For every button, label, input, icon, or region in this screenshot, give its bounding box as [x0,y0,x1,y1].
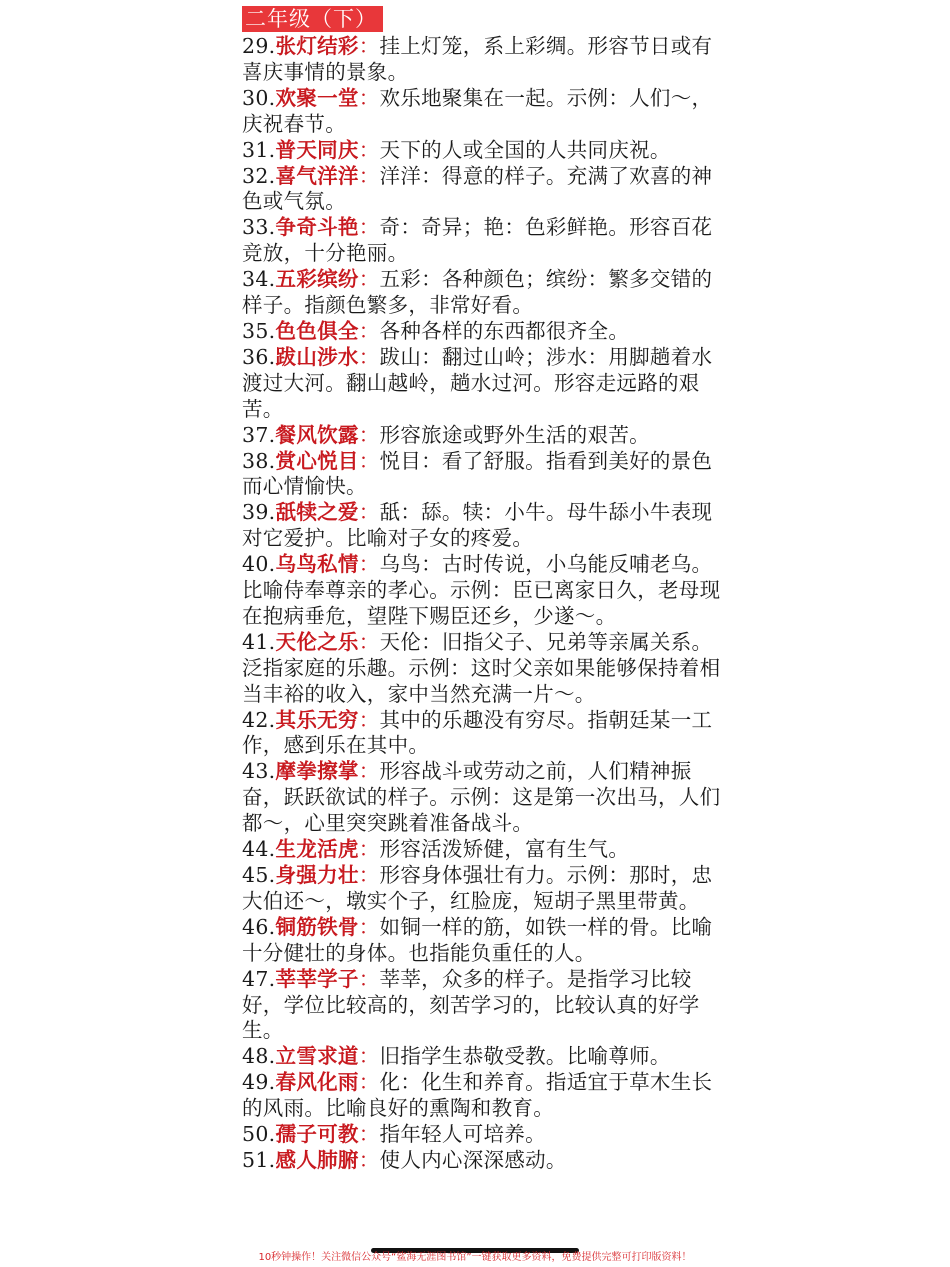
idiom-entry [242,915,728,967]
entry-colon: ： [358,500,380,525]
footer-watermark: 10秒钟操作！关注微信公众号“鲨海无涯图书馆”一键获取更多资料，免费提供完整可打印版资料！ [258,1252,692,1263]
entry-definition: 化：化生和养育。指适宜于草木生长的风雨。比喻良好的熏陶和教育。 [242,1070,713,1121]
document-page [242,6,728,1174]
idiom-entry [242,164,728,216]
idiom-entry [242,708,728,760]
entry-definition: 形容身体强壮有力。示例：那时，忠大伯还～，墩实个子，红脸庞，短胡子黑里带黄。 [242,863,713,913]
entry-number: 47. [242,966,276,991]
entry-colon: ： [358,759,380,784]
entry-definition: 挂上灯笼，系上彩绸。形容节日或有喜庆事情的景象。 [242,34,713,84]
entry-idiom: 跋山涉水 [275,344,359,369]
entry-colon: ： [358,422,380,447]
entry-number: 43. [242,759,276,784]
entry-idiom: 生龙活虎 [275,837,359,862]
idiom-entry [242,86,728,138]
entry-definition: 天下的人或全国的人共同庆祝。 [379,137,671,162]
entry-number: 30. [242,85,276,110]
entry-idiom: 餐风饮露 [275,422,359,447]
idiom-entry [242,1148,728,1174]
entry-colon: ： [358,34,380,58]
entry-colon: ： [358,344,380,369]
entry-idiom: 摩拳擦掌 [275,759,359,784]
entry-idiom: 天伦之乐 [275,629,359,654]
entry-idiom: 其乐无穷 [275,707,359,732]
entry-colon: ： [358,1147,380,1172]
entry-definition: 欢乐地聚集在一起。示例：人们～，庆祝春节。 [242,85,713,136]
entry-number: 29. [242,34,276,58]
entry-number: 32. [242,163,276,188]
entry-definition: 形容活泼矫健，富有生气。 [379,837,630,862]
entry-number: 36. [242,344,276,369]
entry-colon: ： [358,1044,380,1069]
idiom-entry [242,863,728,915]
entry-number: 49. [242,1070,276,1095]
entry-definition: 舐：舔。犊：小牛。母牛舔小牛表现对它爱护。比喻对子女的疼爱。 [242,500,713,551]
idiom-entry [242,138,728,164]
entry-colon: ： [358,629,380,654]
entry-colon: ： [358,1122,380,1147]
idiom-entry [242,319,728,345]
entry-definition: 指年轻人可培养。 [379,1122,546,1147]
entry-definition: 形容旅途或野外生活的艰苦。 [379,422,650,447]
entry-colon: ： [358,448,380,473]
entry-idiom: 莘莘学子 [275,966,359,991]
idiom-entry [242,759,728,837]
entry-idiom: 欢聚一堂 [275,85,359,110]
entry-number: 45. [242,863,276,887]
entry-idiom: 立雪求道 [275,1044,359,1069]
entry-number: 34. [242,267,276,292]
entry-idiom: 色色俱全 [275,318,359,343]
idiom-entry [242,34,728,86]
entry-colon: ： [358,318,380,343]
idiom-entry [242,500,728,552]
entry-idiom: 感人肺腑 [275,1147,359,1172]
idiom-entry [242,1122,728,1148]
entry-number: 33. [242,215,276,240]
entry-definition: 使人内心深深感动。 [379,1147,567,1172]
entry-idiom: 乌鸟私情 [275,552,359,577]
idiom-entry [242,630,728,708]
entry-idiom: 舐犊之爱 [275,500,359,525]
entry-colon: ： [358,215,380,240]
idiom-entry [242,215,728,267]
entry-number: 39. [242,500,276,525]
entry-definition: 跋山：翻过山岭；涉水：用脚趟着水渡过大河。翻山越岭，趟水过河。形容走远路的艰苦。 [242,344,713,421]
entry-colon: ： [358,837,380,862]
entry-idiom: 身强力壮 [275,863,359,887]
entry-number: 31. [242,137,276,162]
entry-idiom: 张灯结彩 [275,34,359,58]
entry-number: 41. [242,629,276,654]
idiom-entry [242,345,728,423]
entry-definition: 如铜一样的筋，如铁一样的骨。比喻十分健壮的身体。也指能负重任的人。 [242,914,713,965]
entry-definition: 五彩：各种颜色；缤纷：繁多交错的样子。指颜色繁多，非常好看。 [242,267,713,318]
idiom-entry [242,267,728,319]
entry-definition: 洋洋：得意的样子。充满了欢喜的神色或气氛。 [242,163,713,214]
entry-definition: 悦目：看了舒服。指看到美好的景色而心情愉快。 [242,448,713,499]
entry-colon: ： [358,914,380,939]
entry-definition: 各种各样的东西都很齐全。 [379,318,630,343]
idiom-entry [242,1070,728,1122]
entry-number: 51. [242,1147,276,1172]
entry-definition: 旧指学生恭敬受教。比喻尊师。 [379,1044,671,1069]
entry-definition: 乌鸟：古时传说，小乌能反哺老乌。比喻侍奉尊亲的孝心。示例：臣已离家日久，老母现在抱病垂危，望陛下赐臣还乡，少遂～。 [242,552,721,628]
idiom-entry [242,449,728,501]
entry-idiom: 孺子可教 [275,1122,359,1147]
entry-number: 50. [242,1122,276,1147]
entry-idiom: 喜气洋洋 [275,163,359,188]
entry-number: 44. [242,837,276,862]
entry-number: 42. [242,707,276,732]
entry-number: 46. [242,914,276,939]
entry-colon: ： [358,137,380,162]
entry-definition: 形容战斗或劳动之前，人们精神振奋，跃跃欲试的样子。示例：这是第一次出马，人们都～，心里突突跳着准备战斗。 [242,759,721,836]
entry-definition: 莘莘，众多的样子。是指学习比较好，学位比较高的，刻苦学习的，比较认真的好学生。 [242,966,700,1043]
entry-definition: 天伦：旧指父子、兄弟等亲属关系。泛指家庭的乐趣。示例：这时父亲如果能够保持着相当丰裕的收入，家中当然充满一片～。 [242,629,721,706]
entry-colon: ： [358,707,380,732]
entry-number: 35. [242,318,276,343]
entry-idiom: 五彩缤纷 [275,267,359,292]
idiom-list [242,34,728,1174]
idiom-entry [242,423,728,449]
idiom-entry [242,1044,728,1070]
entry-number: 40. [242,552,276,577]
idiom-entry [242,967,728,1045]
entry-colon: ： [358,85,380,110]
entry-definition: 奇：奇异；艳：色彩鲜艳。形容百花竞放，十分艳丽。 [242,215,713,266]
entry-number: 38. [242,448,276,473]
entry-colon: ： [358,267,380,292]
entry-idiom: 铜筋铁骨 [275,914,359,939]
entry-idiom: 春风化雨 [275,1070,359,1095]
entry-colon: ： [358,1070,380,1095]
idiom-entry [242,552,728,630]
entry-colon: ： [358,966,380,991]
entry-idiom: 争奇斗艳 [275,215,359,240]
entry-definition: 其中的乐趣没有穷尽。指朝廷某一工作，感到乐在其中。 [242,707,713,758]
entry-idiom: 普天同庆 [275,137,359,162]
entry-colon: ： [358,552,380,577]
entry-colon: ： [358,863,380,887]
entry-number: 37. [242,422,276,447]
grade-heading: 二年级（下） [242,6,383,32]
entry-number: 48. [242,1044,276,1069]
idiom-entry [242,837,728,863]
entry-colon: ： [358,163,380,188]
entry-idiom: 赏心悦目 [275,448,359,473]
